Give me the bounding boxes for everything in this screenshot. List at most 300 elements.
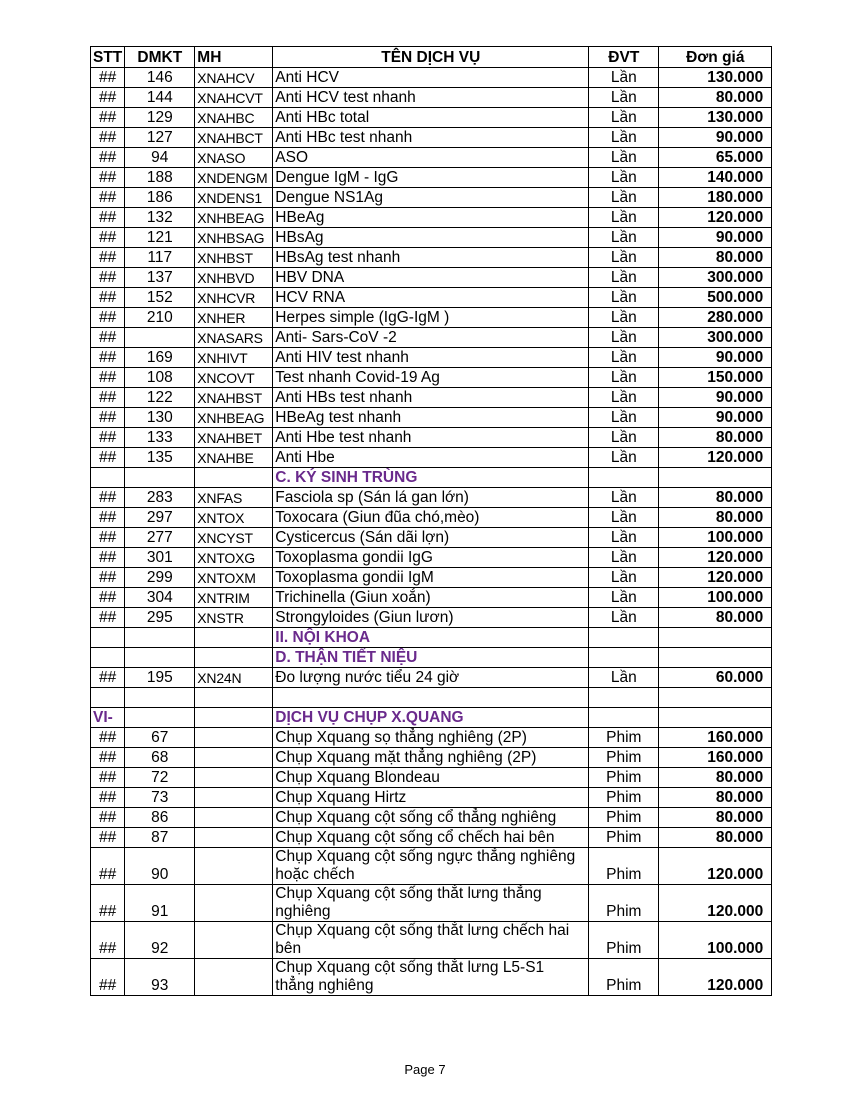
table-row	[91, 388, 772, 408]
col-header-stt: STT	[91, 47, 125, 68]
cell-mh: XNSTR	[195, 608, 273, 628]
cell-mh: XNTOXM	[195, 568, 273, 588]
cell-price: 180.000	[659, 188, 772, 208]
cell-stt	[91, 468, 125, 488]
cell-stt: ##	[91, 368, 125, 388]
cell-price: 120.000	[659, 448, 772, 468]
cell-price: 120.000	[659, 848, 772, 885]
cell-dmkt: 91	[125, 885, 195, 922]
cell-mh	[195, 828, 273, 848]
cell-price: 80.000	[659, 428, 772, 448]
col-header-dmkt: DMKT	[125, 47, 195, 68]
cell-unit: Phim	[589, 768, 659, 788]
cell-mh: XNHBEAG	[195, 208, 273, 228]
cell-dmkt: 132	[125, 208, 195, 228]
cell-dmkt: 73	[125, 788, 195, 808]
cell-dmkt: 283	[125, 488, 195, 508]
table-row	[91, 208, 772, 228]
cell-mh: XNAHCVT	[195, 88, 273, 108]
cell-stt: ##	[91, 188, 125, 208]
cell-unit: Lần	[589, 368, 659, 388]
cell-mh	[195, 788, 273, 808]
cell-mh	[195, 848, 273, 885]
cell-price: 90.000	[659, 128, 772, 148]
cell-price: 160.000	[659, 728, 772, 748]
cell-stt: ##	[91, 528, 125, 548]
cell-mh: XNHIVT	[195, 348, 273, 368]
table-row	[91, 508, 772, 528]
table-row	[91, 922, 772, 959]
cell-price: 130.000	[659, 108, 772, 128]
cell-unit: Lần	[589, 548, 659, 568]
cell-stt	[91, 628, 125, 648]
table-row	[91, 828, 772, 848]
cell-service-name: II. NỘI KHOA	[273, 628, 589, 648]
cell-mh	[195, 768, 273, 788]
cell-price: 80.000	[659, 788, 772, 808]
table-row	[91, 408, 772, 428]
cell-price: 100.000	[659, 588, 772, 608]
cell-dmkt: 277	[125, 528, 195, 548]
cell-unit: Phim	[589, 748, 659, 768]
cell-unit: Lần	[589, 448, 659, 468]
cell-price: 80.000	[659, 508, 772, 528]
table-row	[91, 728, 772, 748]
cell-mh: XNAHBET	[195, 428, 273, 448]
cell-service-name: ASO	[273, 148, 589, 168]
section-row	[91, 468, 772, 488]
cell-dmkt: 87	[125, 828, 195, 848]
table-row	[91, 128, 772, 148]
table-row	[91, 428, 772, 448]
cell-service-name: D. THẬN TIẾT NIỆU	[273, 648, 589, 668]
cell-service-name: Chụp Xquang cột sống ngực thẳng nghiêng hoặc chếch	[273, 848, 589, 885]
cell-service-name: HBV DNA	[273, 268, 589, 288]
cell-mh	[195, 708, 273, 728]
table-body	[91, 68, 772, 996]
cell-unit: Lần	[589, 68, 659, 88]
cell-service-name: Anti Hbe test nhanh	[273, 428, 589, 448]
cell-service-name: Anti HBc total	[273, 108, 589, 128]
cell-dmkt: 94	[125, 148, 195, 168]
cell-dmkt	[125, 648, 195, 668]
cell-price	[659, 468, 772, 488]
cell-service-name: Chụp Xquang cột sống thắt lưng thẳng nghiêng	[273, 885, 589, 922]
cell-stt: ##	[91, 388, 125, 408]
cell-unit: Lần	[589, 668, 659, 688]
cell-stt: ##	[91, 588, 125, 608]
cell-mh: XNHBST	[195, 248, 273, 268]
cell-service-name: HBeAg	[273, 208, 589, 228]
cell-price: 80.000	[659, 248, 772, 268]
cell-mh: XNTRIM	[195, 588, 273, 608]
cell-service-name: Strongyloides (Giun lươn)	[273, 608, 589, 628]
table-row	[91, 885, 772, 922]
cell-dmkt: 117	[125, 248, 195, 268]
cell-unit: Lần	[589, 88, 659, 108]
cell-price: 65.000	[659, 148, 772, 168]
cell-unit	[589, 468, 659, 488]
cell-mh: XNTOX	[195, 508, 273, 528]
cell-service-name: HCV RNA	[273, 288, 589, 308]
cell-service-name: Anti HCV test nhanh	[273, 88, 589, 108]
cell-unit: Lần	[589, 428, 659, 448]
cell-mh	[195, 468, 273, 488]
cell-dmkt: 299	[125, 568, 195, 588]
cell-mh: XN24N	[195, 668, 273, 688]
cell-dmkt: 92	[125, 922, 195, 959]
cell-dmkt: 188	[125, 168, 195, 188]
cell-unit: Lần	[589, 568, 659, 588]
cell-service-name: Dengue NS1Ag	[273, 188, 589, 208]
cell-dmkt	[125, 628, 195, 648]
cell-dmkt: 169	[125, 348, 195, 368]
cell-mh: XNASO	[195, 148, 273, 168]
cell-stt: ##	[91, 608, 125, 628]
cell-mh: XNAHBC	[195, 108, 273, 128]
cell-dmkt: 146	[125, 68, 195, 88]
cell-unit: Phim	[589, 885, 659, 922]
cell-unit: Lần	[589, 228, 659, 248]
cell-price: 120.000	[659, 568, 772, 588]
cell-dmkt: 122	[125, 388, 195, 408]
cell-mh	[195, 648, 273, 668]
cell-price	[659, 708, 772, 728]
cell-unit: Lần	[589, 328, 659, 348]
cell-unit: Lần	[589, 308, 659, 328]
cell-stt: ##	[91, 768, 125, 788]
cell-price: 60.000	[659, 668, 772, 688]
cell-unit: Lần	[589, 408, 659, 428]
cell-service-name: Toxoplasma gondii IgG	[273, 548, 589, 568]
table-row	[91, 668, 772, 688]
cell-service-name: Dengue IgM - IgG	[273, 168, 589, 188]
cell-mh: XNAHBST	[195, 388, 273, 408]
cell-dmkt: 121	[125, 228, 195, 248]
cell-stt: ##	[91, 728, 125, 748]
cell-service-name: Herpes simple (IgG-IgM )	[273, 308, 589, 328]
table-row	[91, 768, 772, 788]
cell-dmkt: 297	[125, 508, 195, 528]
cell-dmkt: 127	[125, 128, 195, 148]
table-row	[91, 528, 772, 548]
table-row	[91, 788, 772, 808]
cell-unit	[589, 708, 659, 728]
cell-price: 500.000	[659, 288, 772, 308]
table-row	[91, 448, 772, 468]
cell-mh: XNCOVT	[195, 368, 273, 388]
cell-price: 160.000	[659, 748, 772, 768]
cell-stt: ##	[91, 108, 125, 128]
header-row	[91, 47, 772, 68]
cell-mh: XNAHBE	[195, 448, 273, 468]
cell-dmkt: 301	[125, 548, 195, 568]
cell-dmkt	[125, 328, 195, 348]
cell-service-name: Chụp Xquang cột sống cổ chếch hai bên	[273, 828, 589, 848]
cell-dmkt: 72	[125, 768, 195, 788]
cell-dmkt: 295	[125, 608, 195, 628]
cell-stt: ##	[91, 508, 125, 528]
cell-dmkt: 130	[125, 408, 195, 428]
cell-price: 140.000	[659, 168, 772, 188]
cell-unit: Lần	[589, 528, 659, 548]
cell-stt: ##	[91, 248, 125, 268]
cell-price: 120.000	[659, 208, 772, 228]
cell-service-name: Test nhanh Covid-19 Ag	[273, 368, 589, 388]
cell-unit: Lần	[589, 248, 659, 268]
table-row	[91, 348, 772, 368]
cell-unit	[589, 628, 659, 648]
cell-stt	[91, 648, 125, 668]
cell-service-name: HBeAg test nhanh	[273, 408, 589, 428]
cell-unit: Phim	[589, 848, 659, 885]
cell-mh	[195, 688, 273, 708]
cell-dmkt: 137	[125, 268, 195, 288]
cell-mh	[195, 959, 273, 996]
cell-price	[659, 628, 772, 648]
cell-dmkt: 129	[125, 108, 195, 128]
cell-price: 100.000	[659, 528, 772, 548]
cell-price: 300.000	[659, 328, 772, 348]
cell-unit: Phim	[589, 922, 659, 959]
cell-stt: ##	[91, 568, 125, 588]
cell-unit: Lần	[589, 168, 659, 188]
cell-mh: XNDENS1	[195, 188, 273, 208]
cell-service-name: Toxocara (Giun đũa chó,mèo)	[273, 508, 589, 528]
table-row	[91, 168, 772, 188]
cell-mh	[195, 728, 273, 748]
table-row	[91, 288, 772, 308]
cell-service-name: Anti HBc test nhanh	[273, 128, 589, 148]
cell-stt: ##	[91, 228, 125, 248]
table-row	[91, 228, 772, 248]
cell-unit: Phim	[589, 728, 659, 748]
cell-price: 280.000	[659, 308, 772, 328]
table-row	[91, 548, 772, 568]
cell-service-name: Chụp Xquang Hirtz	[273, 788, 589, 808]
cell-mh: XNHBVD	[195, 268, 273, 288]
cell-mh	[195, 808, 273, 828]
col-header-mh: MH	[195, 47, 273, 68]
cell-stt: ##	[91, 548, 125, 568]
cell-mh: XNHCVR	[195, 288, 273, 308]
cell-stt: ##	[91, 348, 125, 368]
cell-service-name: Anti- Sars-CoV -2	[273, 328, 589, 348]
cell-service-name: HBsAg	[273, 228, 589, 248]
col-header-name: TÊN DỊCH VỤ	[273, 47, 589, 68]
cell-stt: ##	[91, 168, 125, 188]
cell-stt: VI-	[91, 708, 125, 728]
cell-stt: ##	[91, 308, 125, 328]
cell-price: 90.000	[659, 348, 772, 368]
cell-dmkt: 90	[125, 848, 195, 885]
cell-unit: Lần	[589, 268, 659, 288]
cell-stt: ##	[91, 288, 125, 308]
cell-mh	[195, 885, 273, 922]
cell-service-name: Toxoplasma gondii IgM	[273, 568, 589, 588]
cell-price	[659, 688, 772, 708]
table-row	[91, 608, 772, 628]
cell-dmkt: 108	[125, 368, 195, 388]
cell-service-name: Fasciola sp (Sán lá gan lớn)	[273, 488, 589, 508]
table-row	[91, 88, 772, 108]
table-row	[91, 959, 772, 996]
cell-price: 80.000	[659, 828, 772, 848]
cell-dmkt	[125, 688, 195, 708]
cell-stt: ##	[91, 88, 125, 108]
cell-service-name: Chụp Xquang sọ thẳng nghiêng (2P)	[273, 728, 589, 748]
blank-row	[91, 688, 772, 708]
cell-stt: ##	[91, 128, 125, 148]
cell-dmkt: 68	[125, 748, 195, 768]
cell-mh: XNAHBCT	[195, 128, 273, 148]
cell-service-name: Anti HBs test nhanh	[273, 388, 589, 408]
cell-unit: Lần	[589, 108, 659, 128]
cell-dmkt: 133	[125, 428, 195, 448]
table-row	[91, 748, 772, 768]
cell-dmkt: 67	[125, 728, 195, 748]
cell-unit: Lần	[589, 588, 659, 608]
table-row	[91, 368, 772, 388]
cell-stt: ##	[91, 748, 125, 768]
table-row	[91, 808, 772, 828]
cell-dmkt: 152	[125, 288, 195, 308]
cell-price: 120.000	[659, 885, 772, 922]
table-row	[91, 568, 772, 588]
col-header-dvt: ĐVT	[589, 47, 659, 68]
cell-price: 300.000	[659, 268, 772, 288]
cell-dmkt	[125, 708, 195, 728]
cell-stt: ##	[91, 148, 125, 168]
table-row	[91, 848, 772, 885]
cell-dmkt: 93	[125, 959, 195, 996]
table-row	[91, 588, 772, 608]
cell-dmkt: 210	[125, 308, 195, 328]
cell-stt: ##	[91, 848, 125, 885]
cell-unit: Lần	[589, 348, 659, 368]
cell-service-name: Chụp Xquang Blondeau	[273, 768, 589, 788]
cell-stt: ##	[91, 268, 125, 288]
cell-mh: XNAHCV	[195, 68, 273, 88]
table-row	[91, 328, 772, 348]
cell-mh	[195, 628, 273, 648]
cell-service-name: Đo lượng nước tiểu 24 giờ	[273, 668, 589, 688]
cell-dmkt: 86	[125, 808, 195, 828]
cell-service-name: DỊCH VỤ CHỤP X.QUANG	[273, 708, 589, 728]
cell-stt: ##	[91, 885, 125, 922]
cell-dmkt	[125, 468, 195, 488]
cell-stt: ##	[91, 922, 125, 959]
cell-mh: XNFAS	[195, 488, 273, 508]
section-row	[91, 708, 772, 728]
cell-stt: ##	[91, 428, 125, 448]
cell-price: 80.000	[659, 488, 772, 508]
table-row	[91, 68, 772, 88]
cell-stt: ##	[91, 208, 125, 228]
table-row	[91, 188, 772, 208]
cell-unit: Phim	[589, 828, 659, 848]
table-row	[91, 268, 772, 288]
cell-price: 80.000	[659, 608, 772, 628]
cell-price: 150.000	[659, 368, 772, 388]
cell-price: 90.000	[659, 388, 772, 408]
col-header-price: Đơn giá	[659, 47, 772, 68]
section-row	[91, 648, 772, 668]
cell-service-name: C. KÝ SINH TRÙNG	[273, 468, 589, 488]
section-row	[91, 628, 772, 648]
page-number: Page 7	[404, 1062, 446, 1077]
table-row	[91, 148, 772, 168]
cell-mh: XNDENGM	[195, 168, 273, 188]
table-row	[91, 248, 772, 268]
cell-stt: ##	[91, 488, 125, 508]
cell-stt: ##	[91, 959, 125, 996]
cell-dmkt: 195	[125, 668, 195, 688]
cell-price: 120.000	[659, 548, 772, 568]
cell-unit	[589, 648, 659, 668]
cell-mh: XNHER	[195, 308, 273, 328]
cell-service-name: Anti Hbe	[273, 448, 589, 468]
cell-mh: XNASARS	[195, 328, 273, 348]
cell-dmkt: 304	[125, 588, 195, 608]
cell-service-name: Trichinella (Giun xoắn)	[273, 588, 589, 608]
cell-mh: XNTOXG	[195, 548, 273, 568]
cell-unit: Phim	[589, 808, 659, 828]
cell-price: 80.000	[659, 768, 772, 788]
cell-mh: XNHBSAG	[195, 228, 273, 248]
cell-stt	[91, 688, 125, 708]
cell-stt: ##	[91, 448, 125, 468]
cell-stt: ##	[91, 68, 125, 88]
cell-service-name: Chụp Xquang mặt thẳng nghiêng (2P)	[273, 748, 589, 768]
cell-unit: Lần	[589, 388, 659, 408]
cell-unit: Lần	[589, 288, 659, 308]
cell-dmkt: 186	[125, 188, 195, 208]
cell-mh: XNCYST	[195, 528, 273, 548]
cell-service-name: HBsAg test nhanh	[273, 248, 589, 268]
cell-service-name	[273, 688, 589, 708]
cell-unit: Phim	[589, 788, 659, 808]
cell-mh: XNHBEAG	[195, 408, 273, 428]
cell-stt: ##	[91, 808, 125, 828]
cell-price: 100.000	[659, 922, 772, 959]
cell-mh	[195, 922, 273, 959]
cell-unit: Lần	[589, 128, 659, 148]
cell-service-name: Chụp Xquang cột sống thắt lưng chếch hai bên	[273, 922, 589, 959]
cell-unit: Lần	[589, 608, 659, 628]
cell-price: 90.000	[659, 228, 772, 248]
cell-mh	[195, 748, 273, 768]
cell-stt: ##	[91, 408, 125, 428]
cell-dmkt: 144	[125, 88, 195, 108]
cell-price: 80.000	[659, 88, 772, 108]
table-row	[91, 488, 772, 508]
cell-unit: Lần	[589, 208, 659, 228]
cell-unit: Phim	[589, 959, 659, 996]
cell-service-name: Chụp Xquang cột sống thắt lưng L5-S1 thẳng nghiêng	[273, 959, 589, 996]
cell-stt: ##	[91, 828, 125, 848]
cell-service-name: Cysticercus (Sán dãi lợn)	[273, 528, 589, 548]
cell-service-name: Anti HIV test nhanh	[273, 348, 589, 368]
cell-price: 90.000	[659, 408, 772, 428]
cell-price	[659, 648, 772, 668]
cell-stt: ##	[91, 328, 125, 348]
cell-service-name: Chụp Xquang cột sống cổ thẳng nghiêng	[273, 808, 589, 828]
cell-service-name: Anti HCV	[273, 68, 589, 88]
table-row	[91, 308, 772, 328]
cell-stt: ##	[91, 668, 125, 688]
cell-unit: Lần	[589, 488, 659, 508]
